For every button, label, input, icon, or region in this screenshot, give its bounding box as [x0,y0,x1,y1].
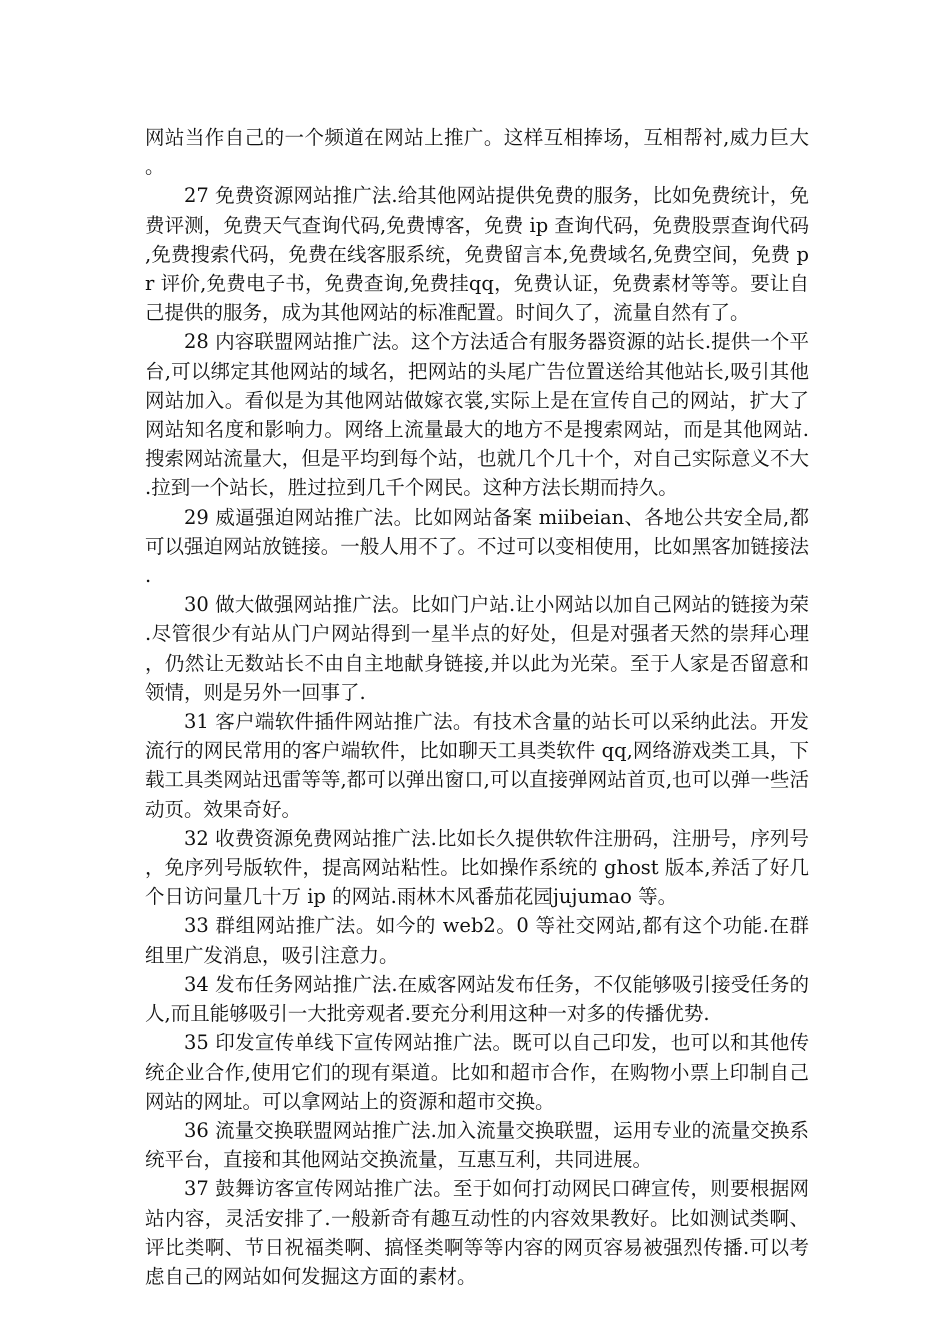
paragraph-30: 30 做大做强网站推广法。比如门户站.让小网站以加自己网站的链接为荣.尽管很少有站从门户网站得到一星半点的好处，但是对强者天然的崇拜心理，仍然让无数站长不由自主地献身链接,并以此为光荣。至于人家是否留意和领情，则是另外一回事了. [145,593,809,704]
paragraph-27: 27 免费资源网站推广法.给其他网站提供免费的服务，比如免费统计，免费评测，免费天气查询代码,免费博客，免费 ip 查询代码，免费股票查询代码,免费搜索代码，免费在线客服系统，免费留言本,免费域名,免费空间，免费 pr 评价,免费电子书，免费查询,免费挂qq，免费认证，免费素材等等。要让自己提供的服务，成为其他网站的标准配置。时间久了，流量自然有了。 [145,184,809,325]
paragraph-35: 35 印发宣传单线下宣传网站推广法。既可以自己印发，也可以和其他传统企业合作,使用它们的现有渠道。比如和超市合作，在购物小票上印制自己网站的网址。可以拿网站上的资源和超市交换。 [145,1031,809,1113]
paragraph-32: 32 收费资源免费网站推广法.比如长久提供软件注册码，注册号，序列号，免序列号版软件，提高网站粘性。比如操作系统的 ghost 版本,养活了好几个日访问量几十万 ip 的网站.雨林木风番茄花园jujumao 等。 [145,826,809,909]
paragraph-34: 34 发布任务网站推广法.在威客网站发布任务，不仅能够吸引接受任务的人,而且能够吸引一大批旁观者.要充分利用这种一对多的传播优势. [145,972,809,1026]
paragraph-33: 33 群组网站推广法。如今的 web2。0 等社交网站,都有这个功能.在群组里广发消息，吸引注意力。 [145,914,809,967]
paragraph-continuation: 网站当作自己的一个频道在网站上推广。这样互相捧场，互相帮衬,威力巨大。 [145,126,809,179]
paragraph-37: 37 鼓舞访客宣传网站推广法。至于如何打动网民口碑宣传，则要根据网站内容，灵活安排了.一般新奇有趣互动性的内容效果教好。比如测试类啊、评比类啊、节日祝福类啊、搞怪类啊等等内容的网页容易被强烈传播.可以考虑自己的网站如何发掘这方面的素材。 [145,1177,809,1288]
body-text [145,123,809,1291]
paragraph-31: 31 客户端软件插件网站推广法。有技术含量的站长可以采纳此法。开发流行的网民常用的客户端软件，比如聊天工具类软件 qq,网络游戏类工具，下载工具类网站迅雷等等,都可以弹出窗口,可以直接弹网站首页,也可以弹一些活动页。效果奇好。 [145,710,809,821]
paragraph-36: 36 流量交换联盟网站推广法.加入流量交换联盟，运用专业的流量交换系统平台，直接和其他网站交换流量，互惠互利，共同进展。 [145,1118,809,1172]
paragraph-28: 28 内容联盟网站推广法。这个方法适合有服务器资源的站长.提供一个平台,可以绑定其他网站的域名，把网站的头尾广告位置送给其他站长,吸引其他网站加入。看似是为其他网站做嫁衣裳,实际上是在宣传自己的网站，扩大了网站知名度和影响力。网络上流量最大的地方不是搜索网站，而是其他网站.搜索网站流量大，但是平均到每个站，也就几个几十个，对自己实际意义不大.拉到一个站长，胜过拉到几千个网民。这种方法长期而持久。 [145,330,809,500]
paragraph-29: 29 威逼强迫网站推广法。比如网站备案 miibeian、各地公共安全局,都可以强迫网站放链接。一般人用不了。不过可以变相使用，比如黑客加链接法. [145,505,809,588]
